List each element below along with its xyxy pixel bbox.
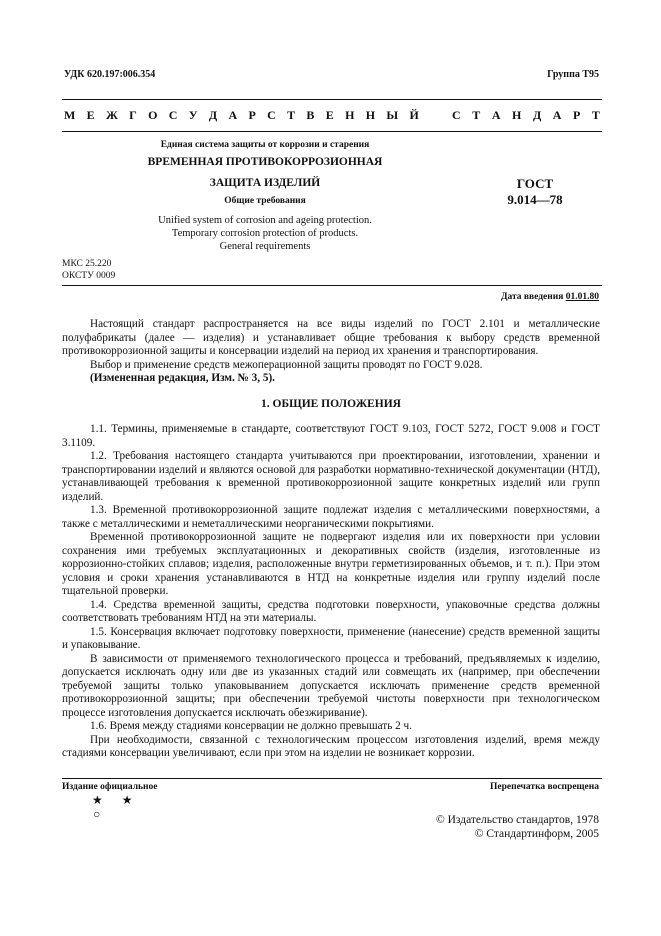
banner-letter: Д xyxy=(532,108,542,122)
intro-date-value: 01.01.80 xyxy=(565,292,599,302)
english-title-line-1: Unified system of corrosion and ageing protection. xyxy=(158,215,372,226)
copyright-block xyxy=(436,813,599,841)
section-body xyxy=(62,423,600,761)
banner-letter: А xyxy=(552,108,562,122)
title-subtitle: Общие требования xyxy=(224,196,306,206)
clause-1-4: 1.4. Средства временной защиты, средства подготовки поверхности, упаковочные средства должны соответствовать требованиям НТД на эти материалы. xyxy=(62,598,600,624)
section-heading: 1. ОБЩИЕ ПОЛОЖЕНИЯ xyxy=(261,398,401,410)
banner-letter: Т xyxy=(287,108,296,122)
gost-number: 9.014—78 xyxy=(507,192,563,207)
banner-letter: Н xyxy=(365,108,376,122)
banner-letter: О xyxy=(148,108,158,122)
banner-word-interstate xyxy=(64,108,419,123)
amendment-note: (Измененная редакция, Изм. № 3, 5). xyxy=(90,372,275,384)
udk-code: УДК 620.197:006.354 xyxy=(64,69,156,80)
banner-rule xyxy=(62,131,602,132)
clause-1-5-continued: В зависимости от применяемого технологического процесса и требований, предъявляемых к изделию, допускается исключать одну или две из указанных стадий или совмещать их (например, при обеспечении требуемой защиты только упаковыванием допускается исключать применение средств временной противокоррозионной защиты; при обеспечении требуемой чистоты поверхности при технологическом процессе изготовления допускается исключать обезжиривание). xyxy=(62,652,600,719)
title-line-1: ВРЕМЕННАЯ ПРОТИВОКОРРОЗИОННАЯ xyxy=(147,156,383,168)
okstu-code: ОКСТУ 0009 xyxy=(62,271,116,281)
clause-1-3: 1.3. Временной противокоррозионной защите подлежат изделия с металлическими поверхностями, а также с металлическими и неметаллическими неорганическими покрытиями. xyxy=(62,504,600,530)
banner-letter: А xyxy=(228,108,238,122)
introduction-date xyxy=(501,292,599,302)
banner-letter: Г xyxy=(129,108,137,122)
banner-letter: Н xyxy=(512,108,522,122)
banner-letter: Е xyxy=(86,108,95,122)
banner-letter: С xyxy=(168,108,178,122)
group-code: Группа Т95 xyxy=(547,69,599,80)
copyright-2005: © Стандартинформ, 2005 xyxy=(474,828,599,840)
top-rule xyxy=(62,99,602,100)
copyright-1978: © Издательство стандартов, 1978 xyxy=(435,814,599,826)
clause-1-6-continued: При необходимости, связанной с технологическим процессом изготовления изделий, время между стадиями консервации увеличивают, если при этом на изделии не возникает коррозии. xyxy=(62,733,600,759)
english-title-line-3: General requirements xyxy=(219,241,311,252)
reprint-notice: Перепечатка воспрещена xyxy=(489,782,599,792)
official-edition: Издание официальное xyxy=(62,782,158,792)
title-line-2: ЗАЩИТА ИЗДЕЛИЙ xyxy=(209,177,321,189)
banner-letter: Р xyxy=(573,108,581,122)
banner-letter: Е xyxy=(325,108,334,122)
codes-rule xyxy=(62,285,602,286)
gost-label: ГОСТ xyxy=(516,176,554,191)
banner-letter: Д xyxy=(208,108,218,122)
classification-codes xyxy=(62,258,115,282)
intro-block xyxy=(62,318,600,386)
english-title-line-2: Temporary corrosion protection of products. xyxy=(171,228,359,239)
clause-1-1: 1.1. Термины, применяемые в стандарте, соответствуют ГОСТ 9.103, ГОСТ 5272, ГОСТ 9.008 и ГОСТ 3.1109. xyxy=(62,423,600,449)
banner-letter: Т xyxy=(472,108,481,122)
intro-date-label: Дата введения xyxy=(500,292,564,302)
banner-letter: М xyxy=(64,108,76,122)
circle-mark: ○ xyxy=(93,807,101,821)
clause-1-6: 1.6. Время между стадиями консервации не должно превышать 2 ч. xyxy=(90,720,412,732)
banner-letter: Р xyxy=(248,108,256,122)
english-title xyxy=(120,214,410,253)
footer-rule xyxy=(62,778,602,779)
banner-letter: Ы xyxy=(386,108,399,122)
mks-code: МКС 25.220 xyxy=(62,259,112,269)
intro-paragraph-1: Настоящий стандарт распространяется на все виды изделий по ГОСТ 2.101 и металлические полуфабрикаты (далее — изделия) и устанавливает общие требования к выбору средств временной противокоррозионной защиты и консервации изделий на период их хранения и транспортирования. xyxy=(62,318,600,357)
system-title: Единая система защиты от коррозии и старения xyxy=(160,140,370,150)
banner-letter: В xyxy=(306,108,315,122)
clause-1-5: 1.5. Консервация включает подготовку поверхности, применение (нанесение) средств временной защиты и упаковывание. xyxy=(62,625,600,651)
intro-paragraph-2: Выбор и применение средств межоперационной защиты проводят по ГОСТ 9.028. xyxy=(90,358,483,371)
banner-letter: Т xyxy=(591,108,600,122)
banner-letter: С xyxy=(267,108,276,122)
star-marks: ★ ★ xyxy=(92,793,141,807)
banner-letter: У xyxy=(188,108,198,122)
banner-letter: А xyxy=(491,108,501,122)
clause-1-3-continued: Временной противокоррозионной защите не подвергают изделия или их поверхности при условии сохранения ими требуемых эксплуатационных и декоративных свойств (изделия, изготовленные из коррозионно-стойких сплавов; изделия, расположенные внутри герметизированных объемов, и т. п.). При этом условия и сроки хранения устанавливаются в НТД на конкретные изделия или группу изделий после тщательной проверки. xyxy=(62,531,600,597)
banner-letter: Н xyxy=(345,108,355,122)
clause-1-2: 1.2. Требования настоящего стандарта учитываются при проектировании, изготовлении, хранении и транспортировании изделий и являются основой для разработки нормативно-технической документации (НТД), устанавливающей требования к временной противокоррозионной защите конкретных изделий или групп изделий. xyxy=(62,450,600,503)
banner-word-standard xyxy=(452,108,600,123)
standard-banner xyxy=(64,108,600,123)
banner-letter: С xyxy=(452,108,461,122)
banner-letter: Й xyxy=(409,108,419,122)
gost-designation xyxy=(480,176,590,208)
banner-letter: Ж xyxy=(105,108,118,122)
